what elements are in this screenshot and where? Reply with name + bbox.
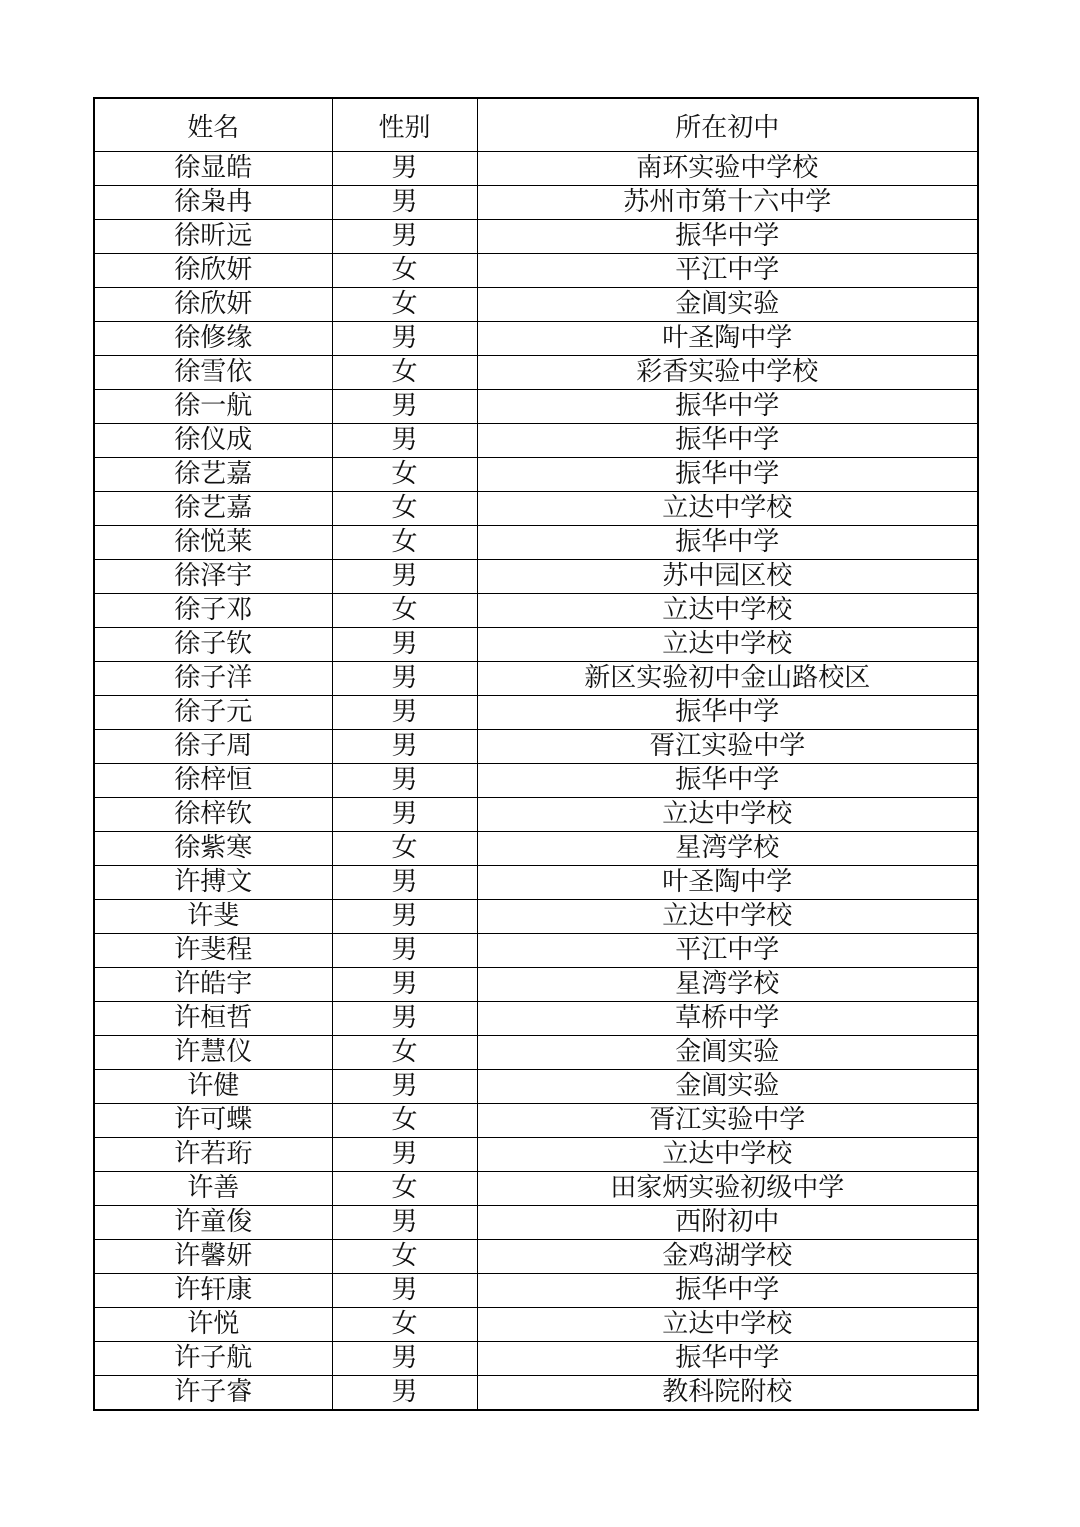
table-row <box>94 968 978 1002</box>
gender-cell: 男 <box>332 1274 477 1308</box>
name-cell: 徐一航 <box>94 390 332 424</box>
table-row <box>94 696 978 730</box>
gender-cell: 男 <box>332 220 477 254</box>
school-cell: 振华中学 <box>477 526 978 560</box>
gender-cell: 男 <box>332 866 477 900</box>
gender-cell: 男 <box>332 1070 477 1104</box>
gender-cell: 男 <box>332 628 477 662</box>
name-cell: 许桓哲 <box>94 1002 332 1036</box>
name-cell: 许童俊 <box>94 1206 332 1240</box>
name-cell: 徐子周 <box>94 730 332 764</box>
table-row <box>94 832 978 866</box>
gender-cell: 女 <box>332 526 477 560</box>
gender-cell: 男 <box>332 560 477 594</box>
gender-cell: 男 <box>332 424 477 458</box>
table-row <box>94 152 978 186</box>
table-header <box>94 98 978 152</box>
table-row <box>94 220 978 254</box>
gender-cell: 女 <box>332 288 477 322</box>
name-cell: 许子睿 <box>94 1376 332 1411</box>
name-cell: 许搏文 <box>94 866 332 900</box>
school-cell: 振华中学 <box>477 764 978 798</box>
school-cell: 金阊实验 <box>477 1070 978 1104</box>
table-row <box>94 186 978 220</box>
table-row <box>94 390 978 424</box>
gender-cell: 女 <box>332 1172 477 1206</box>
table-row <box>94 1274 978 1308</box>
name-cell: 许慧仪 <box>94 1036 332 1070</box>
gender-cell: 女 <box>332 492 477 526</box>
name-cell: 徐艺嘉 <box>94 458 332 492</box>
header-gender: 性别 <box>332 98 477 152</box>
name-cell: 许健 <box>94 1070 332 1104</box>
table-row <box>94 798 978 832</box>
school-cell: 星湾学校 <box>477 968 978 1002</box>
school-cell: 苏中园区校 <box>477 560 978 594</box>
gender-cell: 女 <box>332 254 477 288</box>
name-cell: 许轩康 <box>94 1274 332 1308</box>
name-cell: 许皓宇 <box>94 968 332 1002</box>
table-row <box>94 1342 978 1376</box>
gender-cell: 男 <box>332 1376 477 1411</box>
school-cell: 振华中学 <box>477 1274 978 1308</box>
gender-cell: 男 <box>332 1342 477 1376</box>
table-row <box>94 1138 978 1172</box>
header-school: 所在初中 <box>477 98 978 152</box>
gender-cell: 男 <box>332 934 477 968</box>
table-row <box>94 1036 978 1070</box>
school-cell: 振华中学 <box>477 1342 978 1376</box>
gender-cell: 女 <box>332 594 477 628</box>
name-cell: 徐枭冉 <box>94 186 332 220</box>
school-cell: 金阊实验 <box>477 288 978 322</box>
school-cell: 立达中学校 <box>477 628 978 662</box>
school-cell: 南环实验中学校 <box>477 152 978 186</box>
table-row <box>94 492 978 526</box>
school-cell: 振华中学 <box>477 458 978 492</box>
school-cell: 立达中学校 <box>477 798 978 832</box>
gender-cell: 男 <box>332 764 477 798</box>
table-row <box>94 1172 978 1206</box>
student-roster-table <box>93 97 979 1411</box>
school-cell: 教科院附校 <box>477 1376 978 1411</box>
table-row <box>94 288 978 322</box>
name-cell: 许斐程 <box>94 934 332 968</box>
table-row <box>94 900 978 934</box>
school-cell: 金阊实验 <box>477 1036 978 1070</box>
gender-cell: 女 <box>332 832 477 866</box>
table-row <box>94 1376 978 1411</box>
school-cell: 草桥中学 <box>477 1002 978 1036</box>
school-cell: 星湾学校 <box>477 832 978 866</box>
name-cell: 许悦 <box>94 1308 332 1342</box>
school-cell: 叶圣陶中学 <box>477 322 978 356</box>
table-row <box>94 1002 978 1036</box>
table-row <box>94 254 978 288</box>
name-cell: 许馨妍 <box>94 1240 332 1274</box>
table-row <box>94 628 978 662</box>
gender-cell: 女 <box>332 1308 477 1342</box>
school-cell: 振华中学 <box>477 220 978 254</box>
table-row <box>94 1240 978 1274</box>
table-row <box>94 322 978 356</box>
gender-cell: 女 <box>332 356 477 390</box>
table-row <box>94 356 978 390</box>
table-row <box>94 1206 978 1240</box>
school-cell: 西附初中 <box>477 1206 978 1240</box>
school-cell: 立达中学校 <box>477 1138 978 1172</box>
gender-cell: 男 <box>332 798 477 832</box>
table-row <box>94 662 978 696</box>
school-cell: 立达中学校 <box>477 1308 978 1342</box>
name-cell: 许可蝶 <box>94 1104 332 1138</box>
name-cell: 徐仪成 <box>94 424 332 458</box>
gender-cell: 男 <box>332 152 477 186</box>
school-cell: 胥江实验中学 <box>477 730 978 764</box>
gender-cell: 女 <box>332 458 477 492</box>
school-cell: 新区实验初中金山路校区 <box>477 662 978 696</box>
school-cell: 振华中学 <box>477 696 978 730</box>
name-cell: 徐欣妍 <box>94 254 332 288</box>
school-cell: 平江中学 <box>477 254 978 288</box>
table-row <box>94 866 978 900</box>
table-row <box>94 1308 978 1342</box>
name-cell: 徐梓钦 <box>94 798 332 832</box>
school-cell: 振华中学 <box>477 424 978 458</box>
school-cell: 苏州市第十六中学 <box>477 186 978 220</box>
name-cell: 徐子钦 <box>94 628 332 662</box>
name-cell: 徐修缘 <box>94 322 332 356</box>
name-cell: 许斐 <box>94 900 332 934</box>
table-row <box>94 1104 978 1138</box>
name-cell: 徐梓恒 <box>94 764 332 798</box>
table-row <box>94 764 978 798</box>
table-row <box>94 560 978 594</box>
table-row <box>94 526 978 560</box>
table-row <box>94 458 978 492</box>
name-cell: 徐显皓 <box>94 152 332 186</box>
header-name: 姓名 <box>94 98 332 152</box>
gender-cell: 男 <box>332 390 477 424</box>
gender-cell: 男 <box>332 322 477 356</box>
gender-cell: 男 <box>332 1206 477 1240</box>
school-cell: 叶圣陶中学 <box>477 866 978 900</box>
name-cell: 徐泽宇 <box>94 560 332 594</box>
name-cell: 徐艺嘉 <box>94 492 332 526</box>
table-row <box>94 730 978 764</box>
school-cell: 立达中学校 <box>477 594 978 628</box>
gender-cell: 男 <box>332 1002 477 1036</box>
school-cell: 立达中学校 <box>477 900 978 934</box>
gender-cell: 男 <box>332 730 477 764</box>
gender-cell: 男 <box>332 968 477 1002</box>
gender-cell: 女 <box>332 1240 477 1274</box>
name-cell: 徐子洋 <box>94 662 332 696</box>
school-cell: 胥江实验中学 <box>477 1104 978 1138</box>
name-cell: 许若珩 <box>94 1138 332 1172</box>
name-cell: 徐子邓 <box>94 594 332 628</box>
table-row <box>94 424 978 458</box>
name-cell: 许善 <box>94 1172 332 1206</box>
name-cell: 徐昕远 <box>94 220 332 254</box>
school-cell: 振华中学 <box>477 390 978 424</box>
school-cell: 彩香实验中学校 <box>477 356 978 390</box>
school-cell: 田家炳实验初级中学 <box>477 1172 978 1206</box>
school-cell: 金鸡湖学校 <box>477 1240 978 1274</box>
table-row <box>94 1070 978 1104</box>
school-cell: 立达中学校 <box>477 492 978 526</box>
name-cell: 徐雪依 <box>94 356 332 390</box>
gender-cell: 男 <box>332 1138 477 1172</box>
table-body <box>94 152 978 1411</box>
name-cell: 徐悦莱 <box>94 526 332 560</box>
table-row <box>94 934 978 968</box>
gender-cell: 女 <box>332 1104 477 1138</box>
name-cell: 徐欣妍 <box>94 288 332 322</box>
school-cell: 平江中学 <box>477 934 978 968</box>
table-row <box>94 594 978 628</box>
gender-cell: 男 <box>332 900 477 934</box>
gender-cell: 女 <box>332 1036 477 1070</box>
gender-cell: 男 <box>332 662 477 696</box>
gender-cell: 男 <box>332 696 477 730</box>
name-cell: 许子航 <box>94 1342 332 1376</box>
name-cell: 徐紫寒 <box>94 832 332 866</box>
name-cell: 徐子元 <box>94 696 332 730</box>
header-row <box>94 98 978 152</box>
gender-cell: 男 <box>332 186 477 220</box>
